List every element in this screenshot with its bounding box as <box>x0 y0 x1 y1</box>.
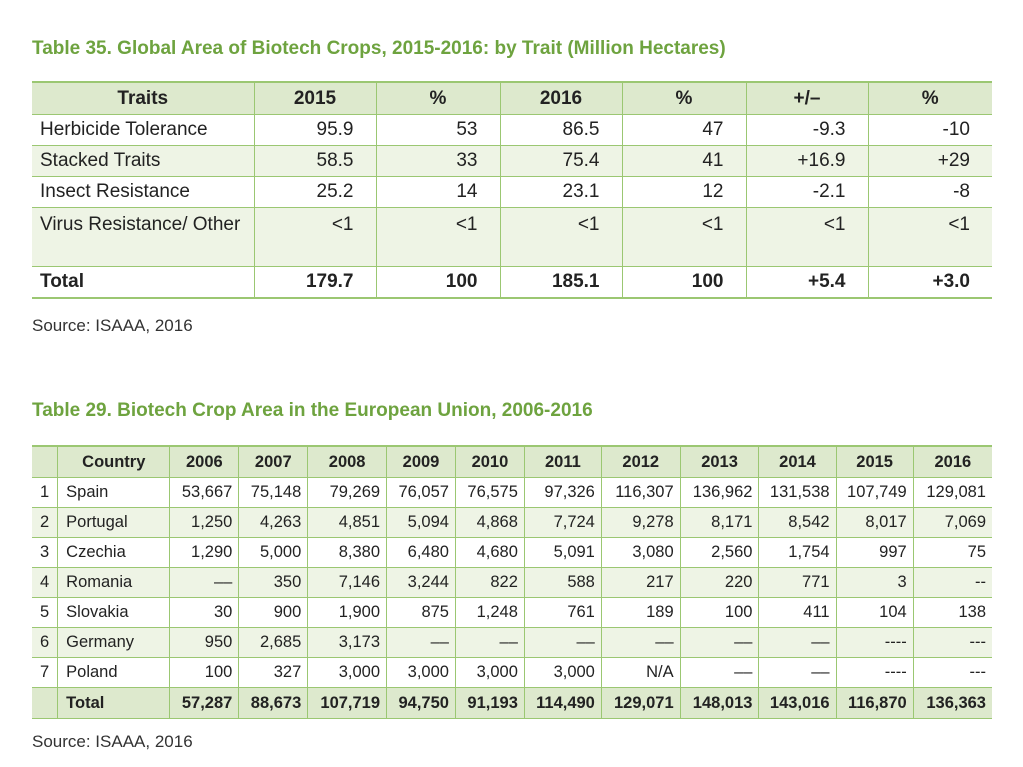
table-cell: <1 <box>376 208 500 267</box>
table-cell: 185.1 <box>500 267 622 299</box>
table-cell: <1 <box>746 208 868 267</box>
table-cell: 4,851 <box>308 508 387 538</box>
column-header: 2013 <box>680 446 759 478</box>
table-cell: <1 <box>622 208 746 267</box>
table-cell: 138 <box>913 598 992 628</box>
table-cell: –– <box>680 658 759 688</box>
table-cell: 131,538 <box>759 478 836 508</box>
trait-area-table <box>32 81 992 299</box>
table-cell: 900 <box>239 598 308 628</box>
row-number: 6 <box>32 628 58 658</box>
table-row <box>32 177 992 208</box>
row-number: 5 <box>32 598 58 628</box>
table-cell: 3,173 <box>308 628 387 658</box>
table-cell: 1,754 <box>759 538 836 568</box>
table-cell: 761 <box>524 598 601 628</box>
table-cell: –– <box>387 628 456 658</box>
country-name: Poland <box>58 658 170 688</box>
table-cell: -- <box>913 568 992 598</box>
table-cell: 8,380 <box>308 538 387 568</box>
table-cell: 950 <box>170 628 239 658</box>
table-cell: 9,278 <box>601 508 680 538</box>
table-cell: 136,363 <box>913 688 992 719</box>
column-header <box>32 446 58 478</box>
column-header: 2015 <box>254 82 376 115</box>
table-cell: 88,673 <box>239 688 308 719</box>
table-header-row <box>32 82 992 115</box>
country-name: Slovakia <box>58 598 170 628</box>
table-cell: –– <box>170 568 239 598</box>
table-cell: 7,724 <box>524 508 601 538</box>
row-number <box>32 688 58 719</box>
table-cell: 7,146 <box>308 568 387 598</box>
total-label: Total <box>32 267 254 299</box>
table-cell: +16.9 <box>746 146 868 177</box>
column-header: 2014 <box>759 446 836 478</box>
table-cell: 3,080 <box>601 538 680 568</box>
table-row <box>32 628 992 658</box>
table-35-title: Table 35. Global Area of Biotech Crops, 2015-2016: by Trait (Million Hectares) <box>32 38 726 59</box>
table-cell: 327 <box>239 658 308 688</box>
table-cell: 822 <box>455 568 524 598</box>
table-cell: +29 <box>868 146 992 177</box>
table-cell: 47 <box>622 115 746 146</box>
table-cell: 5,094 <box>387 508 456 538</box>
country-name: Spain <box>58 478 170 508</box>
table-cell: 100 <box>622 267 746 299</box>
eu-crop-area-table <box>32 445 992 719</box>
table-cell: <1 <box>868 208 992 267</box>
table-cell: 3 <box>836 568 913 598</box>
table-cell: 86.5 <box>500 115 622 146</box>
country-name: Romania <box>58 568 170 598</box>
table-cell: 100 <box>680 598 759 628</box>
table-row <box>32 598 992 628</box>
table-cell: 12 <box>622 177 746 208</box>
total-label: Total <box>58 688 170 719</box>
column-header: 2007 <box>239 446 308 478</box>
column-header: Country <box>58 446 170 478</box>
table-cell: +5.4 <box>746 267 868 299</box>
table-row <box>32 568 992 598</box>
table-cell: -2.1 <box>746 177 868 208</box>
trait-name: Stacked Traits <box>32 146 254 177</box>
table-cell: 23.1 <box>500 177 622 208</box>
table-cell: ---- <box>836 658 913 688</box>
table-cell: 30 <box>170 598 239 628</box>
table-cell: 4,868 <box>455 508 524 538</box>
table-cell: –– <box>524 628 601 658</box>
table-cell: 94,750 <box>387 688 456 719</box>
table-row <box>32 658 992 688</box>
table-cell: 4,263 <box>239 508 308 538</box>
table-cell: 148,013 <box>680 688 759 719</box>
table-cell: <1 <box>254 208 376 267</box>
column-header: 2008 <box>308 446 387 478</box>
column-header: 2011 <box>524 446 601 478</box>
table-cell: 7,069 <box>913 508 992 538</box>
table-row <box>32 146 992 177</box>
table-cell: 116,307 <box>601 478 680 508</box>
row-number: 1 <box>32 478 58 508</box>
table-cell: 2,685 <box>239 628 308 658</box>
table-cell: 3,244 <box>387 568 456 598</box>
table-cell: 997 <box>836 538 913 568</box>
table-cell: 875 <box>387 598 456 628</box>
table-cell: 129,081 <box>913 478 992 508</box>
column-header: 2016 <box>500 82 622 115</box>
table-cell: 588 <box>524 568 601 598</box>
table-cell: 75 <box>913 538 992 568</box>
row-number: 4 <box>32 568 58 598</box>
table-cell: 2,560 <box>680 538 759 568</box>
table-cell: 58.5 <box>254 146 376 177</box>
country-name: Czechia <box>58 538 170 568</box>
table-29-source: Source: ISAAA, 2016 <box>32 732 193 751</box>
table-cell: 97,326 <box>524 478 601 508</box>
column-header: % <box>376 82 500 115</box>
table-cell: 91,193 <box>455 688 524 719</box>
table-cell: 179.7 <box>254 267 376 299</box>
column-header: 2006 <box>170 446 239 478</box>
table-cell: 53 <box>376 115 500 146</box>
table-cell: 79,269 <box>308 478 387 508</box>
table-cell: 76,057 <box>387 478 456 508</box>
table-cell: –– <box>455 628 524 658</box>
table-cell: 217 <box>601 568 680 598</box>
table-cell: 53,667 <box>170 478 239 508</box>
column-header: Traits <box>32 82 254 115</box>
table-35-source: Source: ISAAA, 2016 <box>32 316 193 335</box>
table-cell: –– <box>759 628 836 658</box>
table-cell: 107,719 <box>308 688 387 719</box>
table-cell: –– <box>680 628 759 658</box>
country-name: Germany <box>58 628 170 658</box>
table-cell: 6,480 <box>387 538 456 568</box>
table-cell: 3,000 <box>308 658 387 688</box>
table-cell: 1,248 <box>455 598 524 628</box>
table-cell: –– <box>601 628 680 658</box>
column-header: 2015 <box>836 446 913 478</box>
table-29-title: Table 29. Biotech Crop Area in the European Union, 2006-2016 <box>32 400 593 421</box>
table-cell: N/A <box>601 658 680 688</box>
column-header: 2016 <box>913 446 992 478</box>
table-cell: --- <box>913 628 992 658</box>
table-cell: -9.3 <box>746 115 868 146</box>
table-cell: 41 <box>622 146 746 177</box>
row-number: 2 <box>32 508 58 538</box>
row-number: 7 <box>32 658 58 688</box>
table-cell: 25.2 <box>254 177 376 208</box>
column-header: % <box>868 82 992 115</box>
table-cell: 100 <box>170 658 239 688</box>
table-cell: 189 <box>601 598 680 628</box>
table-cell: <1 <box>500 208 622 267</box>
table-cell: 114,490 <box>524 688 601 719</box>
table-cell: 100 <box>376 267 500 299</box>
total-row <box>32 688 992 719</box>
trait-name: Insect Resistance <box>32 177 254 208</box>
table-cell: 136,962 <box>680 478 759 508</box>
trait-name: Virus Resistance/ Other <box>32 208 254 267</box>
table-header-row <box>32 446 992 478</box>
trait-name: Herbicide Tolerance <box>32 115 254 146</box>
table-cell: 3,000 <box>387 658 456 688</box>
table-cell: 57,287 <box>170 688 239 719</box>
table-cell: 4,680 <box>455 538 524 568</box>
table-cell: 75,148 <box>239 478 308 508</box>
table-cell: 33 <box>376 146 500 177</box>
table-row <box>32 478 992 508</box>
country-name: Portugal <box>58 508 170 538</box>
column-header: % <box>622 82 746 115</box>
table-cell: 8,171 <box>680 508 759 538</box>
table-cell: -10 <box>868 115 992 146</box>
table-cell: --- <box>913 658 992 688</box>
table-cell: 350 <box>239 568 308 598</box>
table-cell: 143,016 <box>759 688 836 719</box>
table-cell: +3.0 <box>868 267 992 299</box>
table-cell: 3,000 <box>455 658 524 688</box>
table-cell: 95.9 <box>254 115 376 146</box>
total-row <box>32 267 992 299</box>
table-row <box>32 508 992 538</box>
column-header: 2009 <box>387 446 456 478</box>
table-cell: 3,000 <box>524 658 601 688</box>
row-number: 3 <box>32 538 58 568</box>
table-cell: 116,870 <box>836 688 913 719</box>
table-cell: ---- <box>836 628 913 658</box>
table-cell: 1,900 <box>308 598 387 628</box>
column-header: 2010 <box>455 446 524 478</box>
table-row <box>32 208 992 267</box>
table-cell: 5,091 <box>524 538 601 568</box>
table-cell: 75.4 <box>500 146 622 177</box>
column-header: +/– <box>746 82 868 115</box>
table-cell: 220 <box>680 568 759 598</box>
table-cell: 5,000 <box>239 538 308 568</box>
table-cell: 76,575 <box>455 478 524 508</box>
table-cell: 104 <box>836 598 913 628</box>
table-cell: 1,290 <box>170 538 239 568</box>
table-row <box>32 538 992 568</box>
table-cell: -8 <box>868 177 992 208</box>
table-cell: 1,250 <box>170 508 239 538</box>
table-row <box>32 115 992 146</box>
table-cell: 14 <box>376 177 500 208</box>
table-cell: 107,749 <box>836 478 913 508</box>
table-cell: –– <box>759 658 836 688</box>
table-cell: 411 <box>759 598 836 628</box>
table-cell: 8,017 <box>836 508 913 538</box>
table-cell: 8,542 <box>759 508 836 538</box>
column-header: 2012 <box>601 446 680 478</box>
table-cell: 771 <box>759 568 836 598</box>
table-cell: 129,071 <box>601 688 680 719</box>
